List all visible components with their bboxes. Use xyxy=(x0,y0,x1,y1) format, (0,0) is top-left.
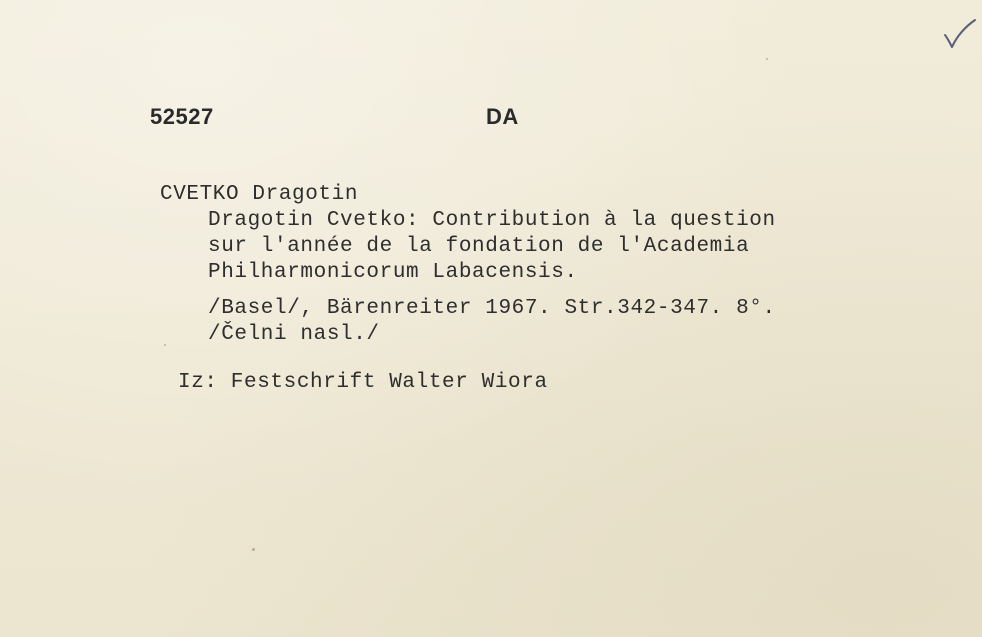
imprint-line-2: /Čelni nasl./ xyxy=(208,323,380,346)
title-line-3: Philharmonicorum Labacensis. xyxy=(208,261,578,284)
author-heading: CVETKO Dragotin xyxy=(160,183,359,206)
source-note: Iz: Festschrift Walter Wiora xyxy=(178,371,548,394)
class-code: DA xyxy=(486,104,519,129)
paper-speck xyxy=(252,548,255,551)
check-mark-icon xyxy=(942,18,978,54)
paper-speck xyxy=(766,58,768,60)
imprint-line-1: /Basel/, Bärenreiter 1967. Str.342-347. 8°. xyxy=(208,297,776,320)
paper-speck xyxy=(164,344,166,346)
call-number: 52527 xyxy=(150,104,214,129)
title-line-1: Dragotin Cvetko: Contribution à la question xyxy=(208,209,776,232)
title-line-2: sur l'année de la fondation de l'Academia xyxy=(208,235,750,258)
